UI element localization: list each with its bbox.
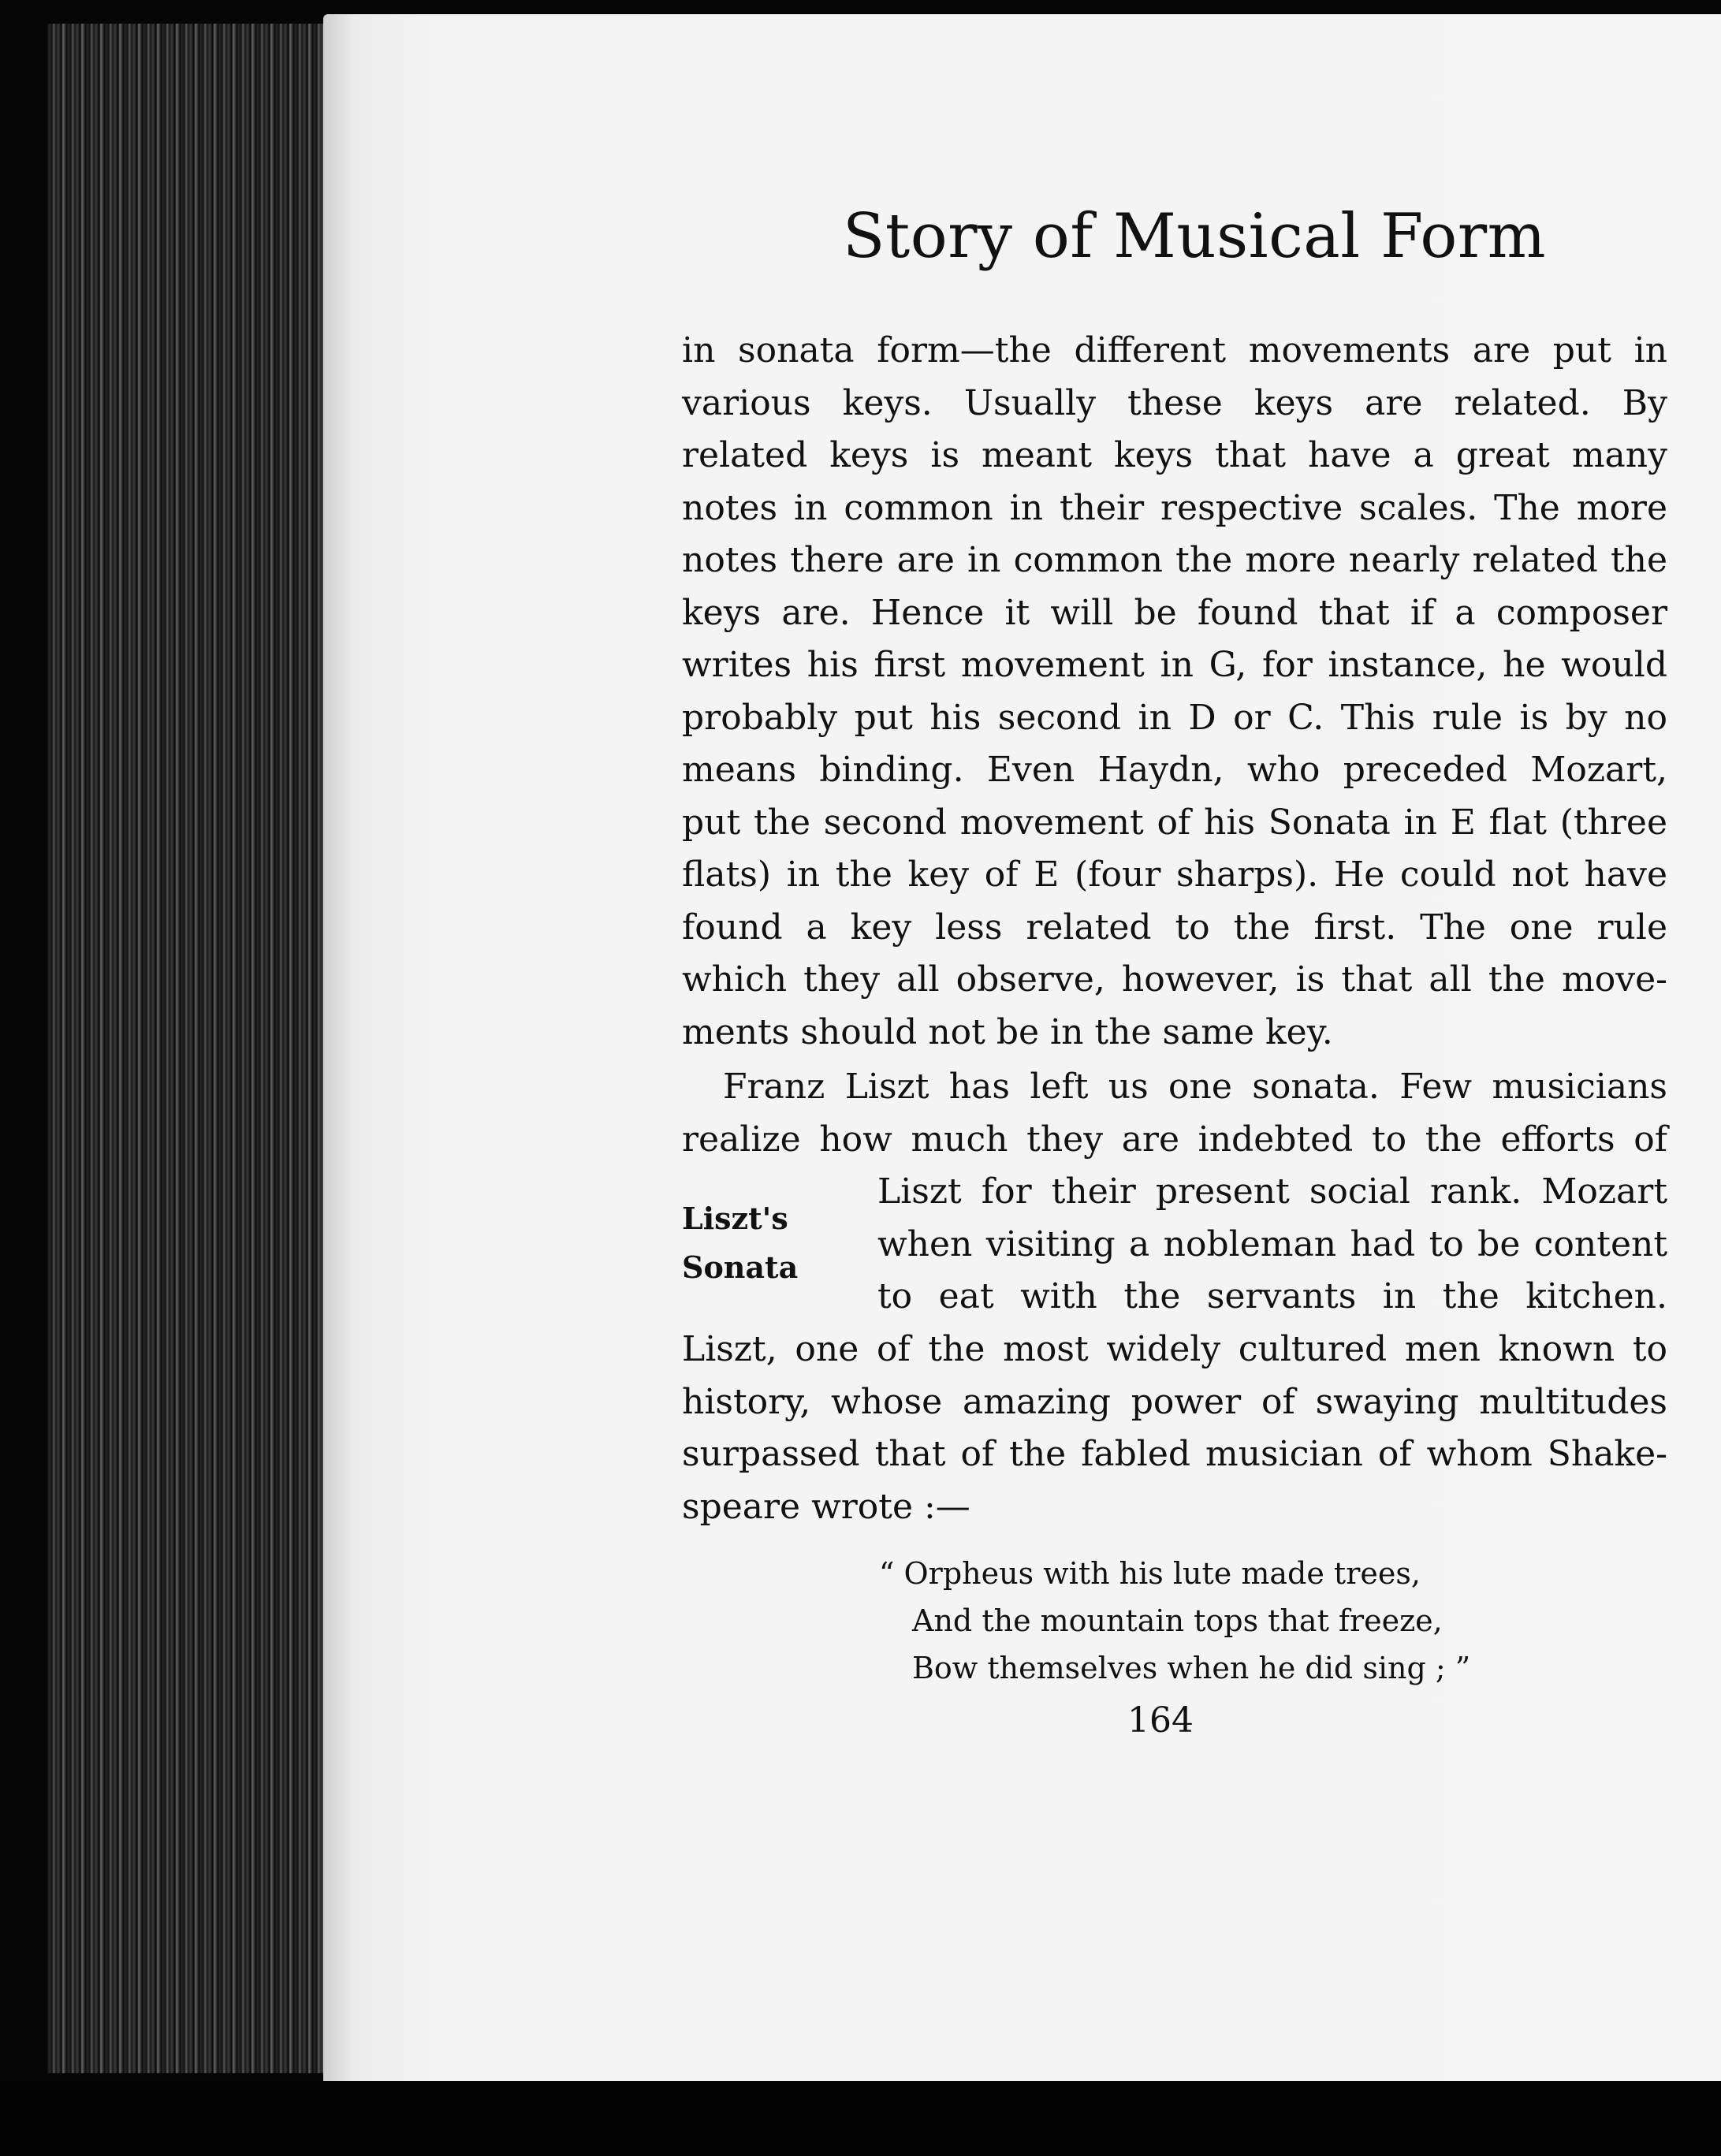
paragraph-2-wrapped [877,1166,1667,1324]
running-head: Story of Musical Form [843,201,1547,272]
text-line: keys are. Hence it will be found that if a composer [682,592,1667,633]
paragraph-2-top [682,1061,1667,1166]
text-line: Franz Liszt has left us one sonata. Few musicians [723,1067,1667,1107]
text-line: realize how much they are indebted to the efforts of [682,1119,1667,1160]
text-line: to eat with the servants in the kitchen. [877,1276,1667,1316]
poem-line: And the mountain tops that freeze, [912,1603,1443,1638]
text-line: in sonata form—the different movements are put in [682,330,1667,371]
text-line: ments should not be in the same key. [682,1011,1333,1052]
text-line: which they all observe, however, is that all the move- [682,959,1667,1000]
sidenote-line: Sonata [682,1249,799,1285]
text-line: probably put his second in D or C. This rule is by no [682,697,1667,738]
text-line: related keys is meant keys that have a great many [682,435,1667,475]
poem-line: “ Orpheus with his lute made trees, [879,1556,1421,1591]
text-line: history, whose amazing power of swaying multitudes [682,1381,1667,1422]
book-page-edges [47,24,363,2073]
poem-line: Bow themselves when he did sing ; ” [912,1651,1471,1685]
poem-quotation [879,1550,1470,1692]
text-line: writes his first movement in G, for instance, he would [682,645,1667,685]
page-number: 164 [1127,1700,1194,1741]
margin-sidenote [682,1194,798,1292]
text-line: found a key less related to the first. The one rule [682,907,1667,948]
scan-bottom-border [0,2081,1721,2156]
text-line: notes there are in common the more nearly related the [682,540,1667,580]
text-line: Liszt for their present social rank. Mozart [877,1171,1667,1212]
sidenote-line: Liszt's [682,1201,788,1236]
text-line: means binding. Even Haydn, who preceded Mozart, [682,750,1667,790]
text-line: speare wrote :— [682,1486,970,1527]
text-line: put the second movement of his Sonata in E flat (three [682,802,1667,843]
text-line: when visiting a nobleman had to be content [877,1223,1667,1264]
paragraph-2-bottom [682,1324,1667,1533]
text-line: surpassed that of the fabled musician of whom Shake- [682,1434,1667,1474]
paragraph-1 [682,325,1667,1059]
text-line: notes in common in their respective scales. The more [682,487,1667,528]
text-line: various keys. Usually these keys are related. By [682,382,1667,423]
text-line: Liszt, one of the most widely cultured men known to [682,1329,1667,1369]
text-line: flats) in the key of E (four sharps). He could not have [682,855,1667,895]
